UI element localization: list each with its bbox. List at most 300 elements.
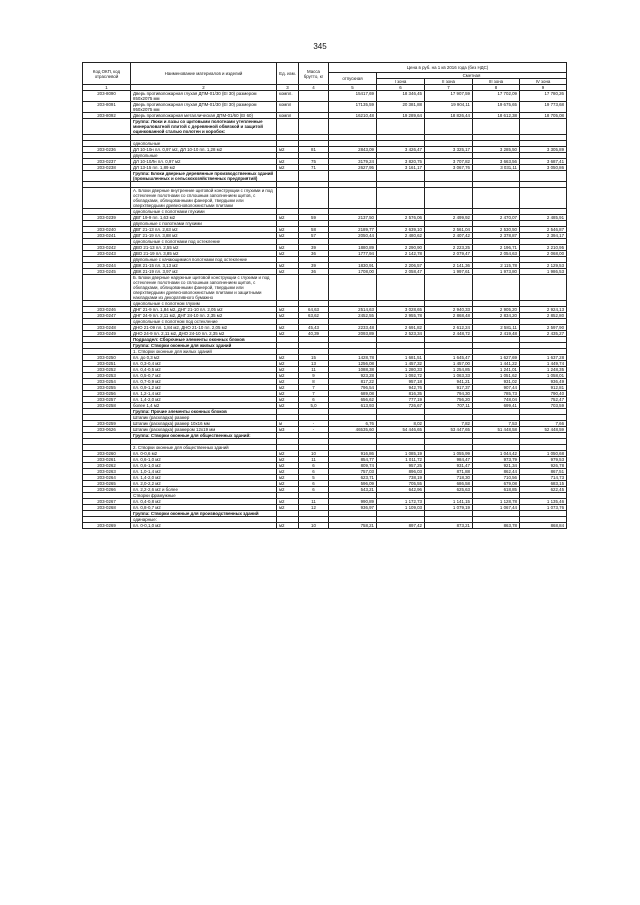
cell-unit: м2: [277, 331, 299, 337]
cell-mass: 40,39: [299, 331, 329, 337]
cell-code: 203-0626: [83, 427, 131, 433]
cell-c8: 1 627,69: [473, 355, 520, 361]
cell-c5: 936,97: [329, 505, 377, 511]
cell-unit: м2: [277, 165, 299, 171]
price-table-body: [83, 91, 567, 529]
cell-c8: 931,02: [473, 379, 520, 385]
cell-c8: 2 196,71: [473, 245, 520, 251]
header-name: Наименование материалов и изделий: [131, 63, 277, 85]
cell-c5: 543,21: [329, 487, 377, 493]
cell-c8: 2 054,63: [473, 251, 520, 257]
cell-c5: 2137,50: [329, 215, 377, 221]
cell-code: 203-0236: [83, 147, 131, 153]
cell-name: ДВО 21-13 пл. 2,55 м2: [131, 245, 277, 251]
cell-c6: 1 172,73: [377, 499, 425, 505]
cell-c6: 8,02: [377, 421, 425, 427]
cell-unit: м2: [277, 475, 299, 481]
cell-c5: 16210,48: [329, 113, 377, 119]
cell-blank: [520, 171, 567, 182]
cell-c6: 738,19: [377, 475, 425, 481]
cell-name: пл. 0-0,6 м2: [131, 451, 277, 457]
cell-c9: 936,49: [520, 379, 567, 385]
cell-code: 203-0243: [83, 251, 131, 257]
cell-c5: 2452,55: [329, 313, 377, 319]
cell-c9: 2 852,80: [520, 313, 567, 319]
cell-code: 203-0268: [83, 505, 131, 511]
cell-c5: 2189,77: [329, 227, 377, 233]
header-zone-1: I зона: [377, 79, 425, 85]
cell-c8: 1 051,62: [473, 373, 520, 379]
cell-c6: 1 011,72: [377, 457, 425, 463]
cell-unit: м2: [277, 463, 299, 469]
header-zone-3: III зона: [473, 79, 520, 85]
cell-c8: 699,41: [473, 403, 520, 409]
cell-c9: 790,40: [520, 391, 567, 397]
cell-unit: компл.: [277, 91, 299, 102]
cell-c9: 2 546,87: [520, 227, 567, 233]
cell-blank: [277, 188, 299, 209]
cell-blank: [473, 171, 520, 182]
cell-mass: 5: [299, 475, 329, 481]
cell-name: пл. 0,7-0,9 м2: [131, 379, 277, 385]
subheading: однопольные: [131, 141, 277, 147]
cell-code: [83, 275, 131, 301]
cell-c6: 2 691,82: [377, 325, 425, 331]
cell-name: Штапик (раскладка) размер 10х16 мм: [131, 421, 277, 427]
cell-c8: 19 675,65: [473, 102, 520, 113]
cell-c9: 1 248,35: [520, 367, 567, 373]
cell-blank: [277, 119, 299, 135]
cell-blank: [277, 171, 299, 182]
cell-blank: [299, 275, 329, 301]
cell-name: ДВО 21-19 пл. 3,85 м2: [131, 251, 277, 257]
cell-c8: 2 378,87: [473, 233, 520, 239]
cell-code: 203-8091: [83, 102, 131, 113]
cell-blank: [473, 119, 520, 135]
cell-c6: 18 346,45: [377, 91, 425, 102]
cell-mass: 13: [299, 361, 329, 367]
cell-c8: 51 448,58: [473, 427, 520, 433]
cell-mass: 64,63: [299, 307, 329, 313]
cell-mass: 6: [299, 463, 329, 469]
subheading: однопольные с полотном глухим: [131, 301, 277, 307]
header-otpusknaya: отпускная: [329, 73, 377, 85]
cell-c5: 15417,69: [329, 91, 377, 102]
cell-c8: 748,04: [473, 397, 520, 403]
col-num: 2: [131, 85, 277, 91]
cell-c6: 2 142,78: [377, 251, 425, 257]
cell-c7: 2 407,42: [425, 233, 473, 239]
cell-c8: 2 419,48: [473, 331, 520, 337]
cell-c7: 625,63: [425, 487, 473, 493]
cell-mass: 63,62: [299, 313, 329, 319]
cell-c9: 2 394,17: [520, 233, 567, 239]
cell-unit: м2: [277, 245, 299, 251]
cell-name: ДЛ 10-10Лн пл. 0,97 м2: [131, 159, 277, 165]
cell-unit: м2: [277, 505, 299, 511]
cell-code: 203-8092: [83, 113, 131, 119]
cell-code: 203-0246: [83, 307, 131, 313]
cell-blank: [329, 275, 377, 301]
cell-blank: [520, 275, 567, 301]
cell-c6: 957,25: [377, 463, 425, 469]
cell-c6: 1 280,33: [377, 367, 425, 373]
cell-c6: 897,42: [377, 523, 425, 529]
cell-c6: 705,55: [377, 481, 425, 487]
cell-c7: 984,47: [425, 457, 473, 463]
cell-unit: м2: [277, 215, 299, 221]
cell-c8: 679,08: [473, 481, 520, 487]
cell-c8: 618,85: [473, 487, 520, 493]
cell-mass: 5,0: [299, 403, 329, 409]
cell-code: 203-0247: [83, 313, 131, 319]
col-num: 4: [299, 85, 329, 91]
cell-c7: 53 447,65: [425, 427, 473, 433]
cell-c7: 756,20: [425, 397, 473, 403]
cell-name: ДВГ 21-19 пл. 3,88 м2: [131, 233, 277, 239]
cell-mass: 39: [299, 245, 329, 251]
cell-unit: компл: [277, 102, 299, 113]
cell-code: [83, 119, 131, 135]
cell-code: 203-0240: [83, 227, 131, 233]
cell-c5: 2050,44: [329, 233, 377, 239]
cell-mass: 11: [299, 457, 329, 463]
cell-c7: 2 223,25: [425, 245, 473, 251]
cell-c6: 726,67: [377, 403, 425, 409]
cell-name: ДЛ 10-10н пл. 0,97 м2, ДЛ 10-10 пл. 1,28 м2: [131, 147, 277, 153]
cell-c9: 3 050,86: [520, 165, 567, 171]
cell-unit: м2: [277, 469, 299, 475]
cell-c8: 3 031,11: [473, 165, 520, 171]
header-mass: Масса брутто, кг: [299, 63, 329, 85]
cell-mass: -: [299, 427, 329, 433]
cell-c5: 2233,48: [329, 325, 377, 331]
cell-c9: 752,47: [520, 397, 567, 403]
cell-c6: 3 028,65: [377, 307, 425, 313]
col-num: 3: [277, 85, 299, 91]
cell-name: пл. 1,0-1,4 м2: [131, 469, 277, 475]
cell-name: пл. 0,9-1,2 м2: [131, 385, 277, 391]
table-row: [83, 523, 567, 529]
cell-c5: 46535,60: [329, 427, 377, 433]
cell-code: 203-0261: [83, 457, 131, 463]
price-table: [82, 62, 567, 529]
cell-c9: 2 210,95: [520, 245, 567, 251]
cell-blank: [329, 188, 377, 209]
subheading: Б. Блоки дверные наружные щитовой конструкции с глухими и под остекление полотнами со сплошным заполнением щитов, с обкладками, облицованными фанерой, твердыми или сверхтвердыми древесноволокнистыми плитами и защитными накладками из декоративного бумажно: [131, 275, 277, 301]
cell-c6: 1 457,32: [377, 361, 425, 367]
cell-c9: 2 435,27: [520, 331, 567, 337]
cell-c8: 1 067,44: [473, 505, 520, 511]
cell-c9: 7,66: [520, 421, 567, 427]
cell-mass: 75: [299, 159, 329, 165]
cell-blank: [329, 119, 377, 135]
cell-unit: м2: [277, 487, 299, 493]
cell-c9: 979,53: [520, 457, 567, 463]
cell-c8: 973,79: [473, 457, 520, 463]
cell-c9: 912,81: [520, 385, 567, 391]
cell-c6: 2 576,06: [377, 215, 425, 221]
group-heading-row: [83, 171, 567, 182]
cell-c7: 873,21: [425, 523, 473, 529]
cell-c8: 710,56: [473, 475, 520, 481]
subheading: однопольные с полотном под остекление: [131, 319, 277, 325]
cell-mass: 8: [299, 379, 329, 385]
cell-c7: 1 063,33: [425, 373, 473, 379]
cell-blank: [520, 188, 567, 209]
cell-unit: м2: [277, 263, 299, 269]
cell-c6: 957,18: [377, 379, 425, 385]
cell-c6: 2 523,34: [377, 331, 425, 337]
cell-c5: 2514,63: [329, 307, 377, 313]
cell-unit: м2: [277, 457, 299, 463]
cell-blank: [425, 119, 473, 135]
cell-c9: 19 773,68: [520, 102, 567, 113]
cell-c5: 1428,78: [329, 355, 377, 361]
cell-c9: 2 068,00: [520, 251, 567, 257]
cell-c6: 942,76: [377, 385, 425, 391]
cell-unit: м2: [277, 307, 299, 313]
cell-code: 203-0255: [83, 385, 131, 391]
cell-c7: 3 067,76: [425, 165, 473, 171]
cell-mass: 36: [299, 269, 329, 275]
cell-unit: м2: [277, 451, 299, 457]
subheading: однопольные с полотнами глухими: [131, 209, 277, 215]
cell-unit: м2: [277, 251, 299, 257]
cell-c5: 2627,95: [329, 165, 377, 171]
cell-code: 203-0258: [83, 403, 131, 409]
cell-code: 203-0237: [83, 159, 131, 165]
cell-c9: 17 780,26: [520, 91, 567, 102]
cell-mass: 45,43: [299, 325, 329, 331]
header-zone-2: II зона: [425, 79, 473, 85]
cell-c7: 707,11: [425, 403, 473, 409]
cell-c5: 916,86: [329, 451, 377, 457]
cell-mass: [299, 91, 329, 102]
subheading-row: [83, 275, 567, 301]
cell-code: [83, 171, 131, 182]
cell-c9: 1 637,28: [520, 355, 567, 361]
cell-c7: 941,21: [425, 379, 473, 385]
cell-mass: 7: [299, 391, 329, 397]
cell-c6: 3 820,75: [377, 159, 425, 165]
cell-c7: 686,58: [425, 481, 473, 487]
cell-mass: 6: [299, 481, 329, 487]
group-heading: Группа: Створки оконные для производственных зданий: [131, 511, 277, 517]
cell-unit: м2: [277, 147, 299, 153]
cell-blank: [299, 171, 329, 182]
cell-c6: 2 639,10: [377, 227, 425, 233]
cell-c6: 2 058,47: [377, 269, 425, 275]
page-number: 345: [313, 42, 327, 51]
cell-name: пл. 0-0,1,0 м2: [131, 523, 277, 529]
cell-c8: 17 702,09: [473, 91, 520, 102]
cell-name: пл. 0,3-0,4 м2: [131, 361, 277, 367]
cell-code: 203-0242: [83, 245, 131, 251]
cell-mass: 15: [299, 355, 329, 361]
cell-blank: [299, 188, 329, 209]
cell-name: Дверь противопожарная глухая ДПМ-01/30 (EI 30) размером 850х2075 мм: [131, 91, 277, 102]
cell-code: 203-0251: [83, 361, 131, 367]
cell-c8: 1 241,01: [473, 367, 520, 373]
cell-c9: 3 305,89: [520, 147, 567, 153]
group-heading: Группа: Створки оконные для общественных зданий:: [131, 433, 277, 439]
cell-c9: 1 135,46: [520, 499, 567, 505]
cell-c6: 777,19: [377, 397, 425, 403]
cell-c7: 2 868,48: [425, 313, 473, 319]
cell-c9: 2 485,91: [520, 215, 567, 221]
cell-c9: 1 050,68: [520, 451, 567, 457]
cell-name: пл. 0,8-0,7 м2: [131, 505, 277, 511]
price-table-wrapper: [82, 62, 566, 529]
subheading: двупольные с качающимися полотнами под остекление: [131, 257, 277, 263]
cell-unit: м2: [277, 367, 299, 373]
cell-name: пл. до 0,3 м2: [131, 355, 277, 361]
cell-c7: 931,47: [425, 463, 473, 469]
col-num: 1: [83, 85, 131, 91]
cell-c7: 917,37: [425, 385, 473, 391]
col-num: 5: [329, 85, 377, 91]
subheading: двупольные: [131, 153, 277, 159]
cell-blank: [473, 275, 520, 301]
cell-c7: 2 079,47: [425, 251, 473, 257]
cell-c5: 757,03: [329, 469, 377, 475]
cell-name: пл. 2,2-2,6 м2 и более: [131, 487, 277, 493]
cell-unit: м2: [277, 361, 299, 367]
cell-unit: м2: [277, 233, 299, 239]
cell-name: пл. 1,4-2,0 м2: [131, 397, 277, 403]
cell-c9: 703,59: [520, 403, 567, 409]
cell-blank: [329, 171, 377, 182]
cell-unit: м2: [277, 523, 299, 529]
cell-mass: 57: [299, 233, 329, 239]
cell-c6: 19 289,64: [377, 113, 425, 119]
cell-mass: [299, 102, 329, 113]
cell-name: пл. 1,4-2,0 м2: [131, 475, 277, 481]
cell-code: 203-0262: [83, 463, 131, 469]
cell-c7: 1 254,85: [425, 367, 473, 373]
cell-c5: 1256,08: [329, 361, 377, 367]
cell-c9: 622,45: [520, 487, 567, 493]
cell-c8: 1 044,42: [473, 451, 520, 457]
cell-c9: 3 687,41: [520, 159, 567, 165]
cell-c8: 3 663,56: [473, 159, 520, 165]
group-heading: Группа: Прочие элементы оконных блоков: [131, 409, 277, 415]
cell-mass: 59: [299, 215, 329, 221]
cell-code: 203-0254: [83, 379, 131, 385]
cell-c7: 1 645,47: [425, 355, 473, 361]
cell-mass: 6: [299, 397, 329, 403]
header-price-title: Цена в руб. на 1 кв 2016 года (без НДС): [329, 63, 567, 73]
cell-c8: 1 441,22: [473, 361, 520, 367]
cell-name: ДНО 21-09 пл. 1,84 м2, ДНО 21-10 пл. 2,05 м2: [131, 325, 277, 331]
cell-c6: 1 681,51: [377, 355, 425, 361]
cell-c5: 2843,09: [329, 147, 377, 153]
cell-blank: [299, 119, 329, 135]
cell-c9: 1 449,74: [520, 361, 567, 367]
cell-mass: 10: [299, 523, 329, 529]
header-zone-4: IV зона: [520, 79, 567, 85]
cell-blank: [277, 275, 299, 301]
cell-name: ДВК 21-19 пл. 3,97 м2: [131, 269, 277, 275]
cell-c8: 907,44: [473, 385, 520, 391]
cell-c6: 896,03: [377, 469, 425, 475]
cell-c7: 19 904,11: [425, 102, 473, 113]
cell-c7: 2 561,04: [425, 227, 473, 233]
cell-c8: 2 905,20: [473, 307, 520, 313]
cell-c6: 3 426,47: [377, 147, 425, 153]
cell-c8: 2 530,50: [473, 227, 520, 233]
cell-name: ДВГ 19-9 пл. 1,63 м2: [131, 215, 277, 221]
cell-mass: 11: [299, 499, 329, 505]
cell-name: пл. 0,4-0,8 м2: [131, 499, 277, 505]
table-row: [83, 91, 567, 102]
subheading: Штапик (раскладка) размер: [131, 415, 277, 421]
cell-unit: м2: [277, 373, 299, 379]
cell-c8: 2 834,20: [473, 313, 520, 319]
subheading: двупольные с полотнами глухими: [131, 221, 277, 227]
subheading-row: [83, 188, 567, 209]
cell-c5: 854,77: [329, 457, 377, 463]
cell-c7: 18 826,44: [425, 113, 473, 119]
cell-c5: 1880,89: [329, 245, 377, 251]
col-num: 8: [473, 85, 520, 91]
cell-code: 203-8090: [83, 91, 131, 102]
cell-c6: 2 480,62: [377, 233, 425, 239]
cell-c5: 817,22: [329, 379, 377, 385]
cell-name: Штапик (раскладка) размером 12х19 мм: [131, 427, 277, 433]
cell-c5: 6,76: [329, 421, 377, 427]
cell-code: 203-0269: [83, 523, 131, 529]
header-unit: Ед. изм.: [277, 63, 299, 85]
cell-code: 203-0241: [83, 233, 131, 239]
cell-name: ДНГ 21-9 пл. 1,84 м2, ДНГ 21-10 пл. 2,05 м2: [131, 307, 277, 313]
group-heading-row: [83, 119, 567, 135]
cell-c5: 613,93: [329, 403, 377, 409]
cell-code: 203-0249: [83, 331, 131, 337]
cell-mass: 39: [299, 263, 329, 269]
cell-c9: 867,51: [520, 469, 567, 475]
cell-c8: 2 581,11: [473, 325, 520, 331]
cell-c6: 20 381,88: [377, 102, 425, 113]
subheading: 1. Створки оконные для жилых зданий: [131, 349, 277, 355]
cell-c6: 3 161,17: [377, 165, 425, 171]
cell-blank: [473, 188, 520, 209]
cell-blank: [425, 188, 473, 209]
cell-name: пл. 2,0-2,2 м2: [131, 481, 277, 487]
cell-code: 203-0260: [83, 451, 131, 457]
cell-c6: 1 085,19: [377, 451, 425, 457]
cell-c7: 2 448,72: [425, 331, 473, 337]
cell-c7: 2 141,36: [425, 263, 473, 269]
cell-name: Дверь противопожарная металлическая ДПМ-01/60 (EI 60): [131, 113, 277, 119]
cell-c5: 1830,91: [329, 263, 377, 269]
cell-unit: м2: [277, 325, 299, 331]
cell-c6: 2 206,57: [377, 263, 425, 269]
cell-c7: 871,88: [425, 469, 473, 475]
cell-c5: 1708,00: [329, 269, 377, 275]
cell-code: 203-0266: [83, 487, 131, 493]
cell-c5: 1777,94: [329, 251, 377, 257]
cell-mass: 6: [299, 487, 329, 493]
cell-c9: 2 129,53: [520, 263, 567, 269]
cell-code: 203-0248: [83, 325, 131, 331]
cell-c8: 3 285,50: [473, 147, 520, 153]
cell-c5: 758,21: [329, 523, 377, 529]
cell-unit: м2: [277, 391, 299, 397]
group-heading: Группа: Блоки дверные деревянные производственных зданий (промышленных и сельскохозяйственных предприятий): [131, 171, 277, 182]
header-smetnaya: Сметная: [377, 73, 567, 79]
